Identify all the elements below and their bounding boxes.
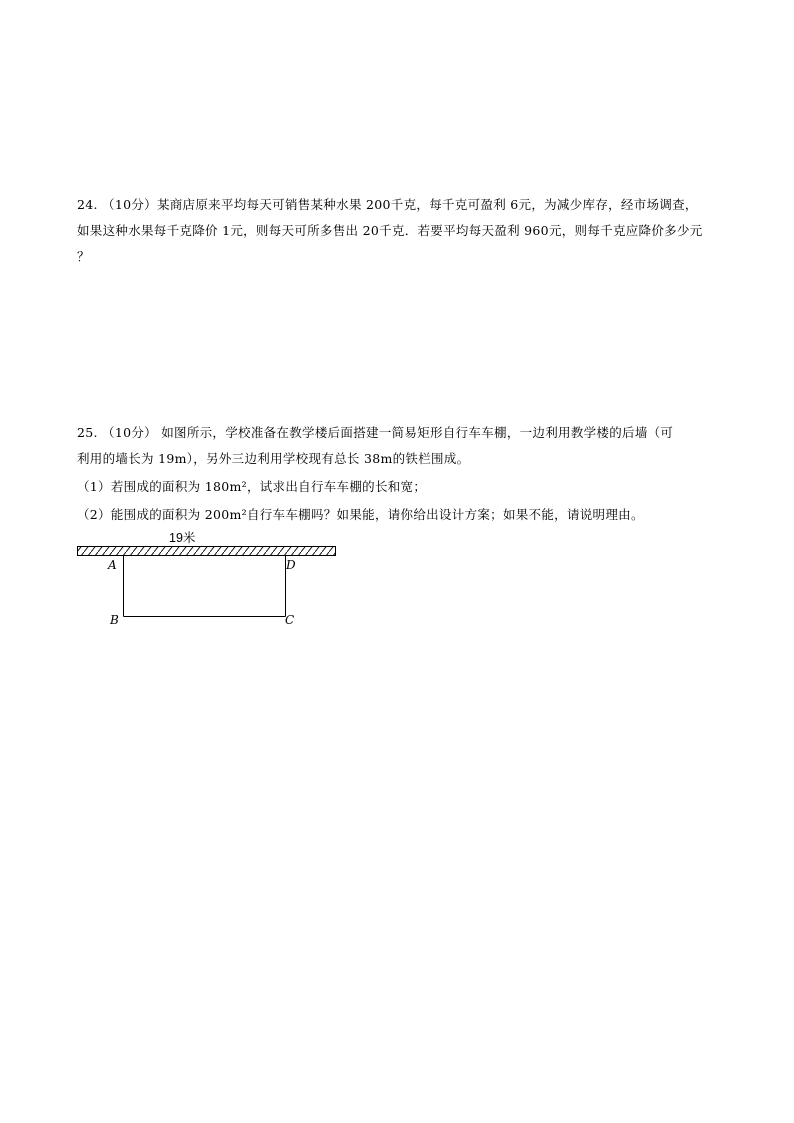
- question-25-line-2: 利用的墙长为 19m），另外三边利用学校现有总长 38m的铁栏围成。: [77, 451, 470, 466]
- vertex-b-label: B: [110, 613, 119, 627]
- question-24-line-1: 24. （10分）某商店原来平均每天可销售某种水果 200千克，每千克可盈利 6元，为减少库存，经市场调查，: [77, 197, 698, 212]
- vertex-d-label: D: [286, 558, 296, 572]
- question-25-part-1: （1）若围成的面积为 180m²，试求出自行车车棚的长和宽；: [77, 479, 427, 494]
- wall-hatching: [78, 547, 336, 556]
- question-24-line-2: 如果这种水果每千克降价 1元，则每天可所多售出 20千克．若要平均每天盈利 960元，则每千克应降价多少元: [77, 223, 703, 238]
- vertex-a-label: A: [108, 558, 117, 572]
- bike-shed-figure: [70, 525, 350, 635]
- vertex-c-label: C: [285, 613, 295, 627]
- question-25-part-2: （2）能围成的面积为 200m²自行车车棚吗？如果能，请你给出设计方案；如果不能，请说明理由。: [77, 507, 644, 522]
- wall-length-label: 19米: [169, 531, 196, 545]
- question-24-line-3: ？: [77, 249, 90, 264]
- question-25-line-1: 25. （10分） 如图所示，学校准备在教学楼后面搭建一简易矩形自行车车棚，一边利用教学楼的后墙（可: [77, 425, 674, 440]
